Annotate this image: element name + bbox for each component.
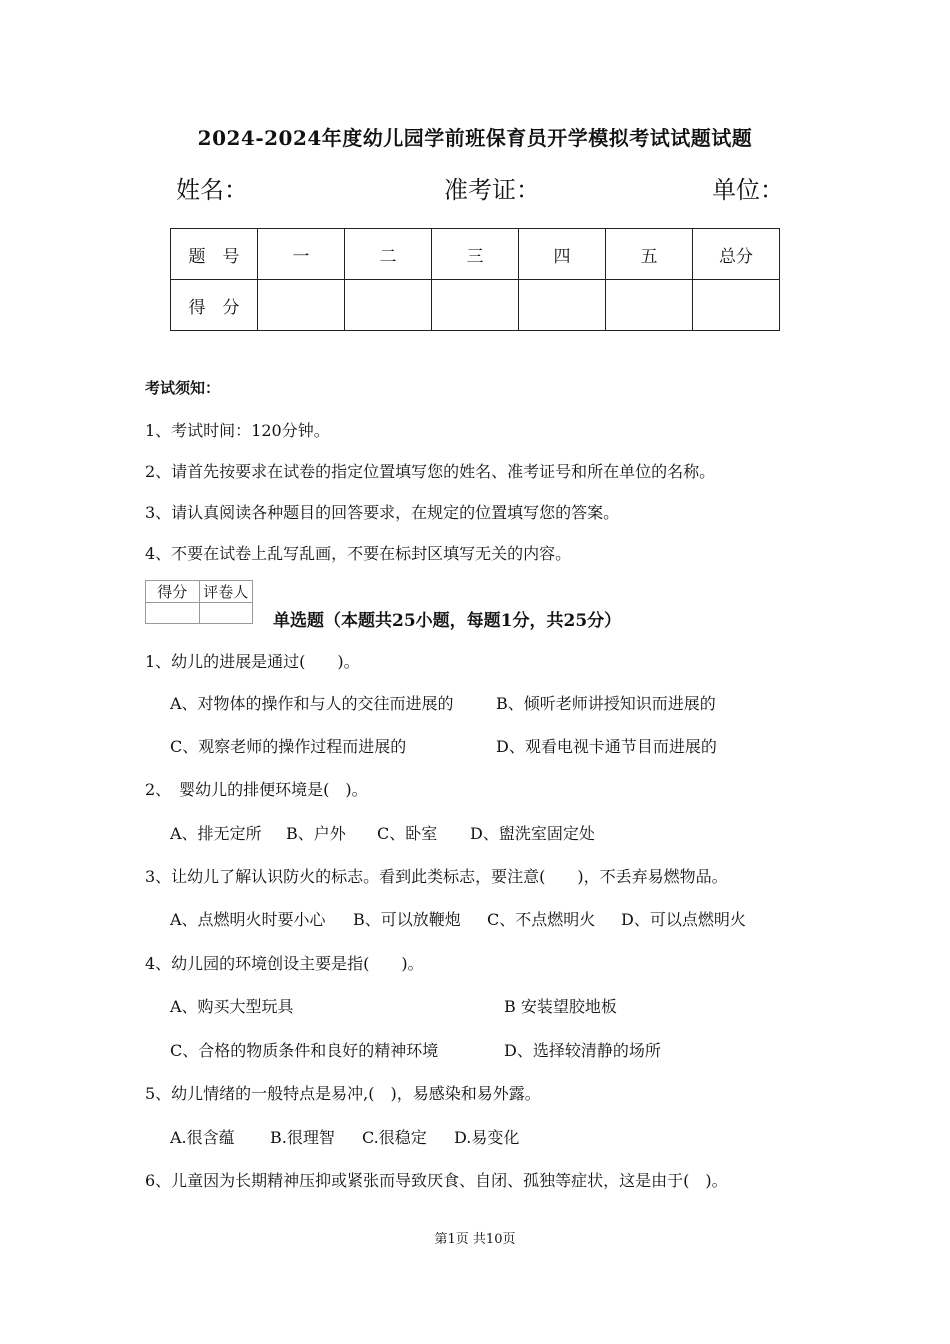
notice-item: 2、请首先按要求在试卷的指定位置填写您的姓名、准考证号和所在单位的名称。 <box>145 462 716 481</box>
grader-reviewer-cell[interactable] <box>199 603 253 624</box>
question-stem: 1、幼儿的进展是通过( )。 <box>145 652 360 671</box>
score-cell[interactable] <box>345 280 432 331</box>
question-stem: 2、 婴幼儿的排便环境是( )。 <box>145 780 368 799</box>
score-table-header-cell: 二 <box>345 229 432 280</box>
notice-item: 4、不要在试卷上乱写乱画，不要在标封区填写无关的内容。 <box>145 544 572 563</box>
question-option[interactable]: A.很含蕴 <box>170 1128 235 1147</box>
score-table-header-cell: 四 <box>519 229 606 280</box>
score-table <box>170 228 780 331</box>
grader-reviewer-label: 评卷人 <box>199 581 253 603</box>
unit-field-label: 单位： <box>712 176 784 204</box>
question-option[interactable]: B、可以放鞭炮 <box>353 910 461 929</box>
question-option[interactable]: C、观察老师的操作过程而进展的 <box>170 737 407 756</box>
question-option[interactable]: B.很理智 <box>270 1128 335 1147</box>
question-option[interactable]: B 安装望胶地板 <box>504 997 617 1016</box>
grader-score-cell[interactable] <box>146 603 200 624</box>
score-table-header-cell: 五 <box>606 229 693 280</box>
page-footer: 第1页 共10页 <box>434 1232 516 1247</box>
question-stem: 6、儿童因为长期精神压抑或紧张而导致厌食、自闭、孤独等症状，这是由于( )。 <box>145 1171 728 1190</box>
score-cell[interactable] <box>258 280 345 331</box>
question-stem: 5、幼儿情绪的一般特点是易冲,( )，易感染和易外露。 <box>145 1084 541 1103</box>
question-option[interactable]: A、点燃明火时要小心 <box>170 910 326 929</box>
question-option[interactable]: B、倾听老师讲授知识而进展的 <box>496 694 716 713</box>
grader-score-label: 得分 <box>146 581 200 603</box>
question-option[interactable]: D、选择较清静的场所 <box>504 1041 661 1060</box>
score-table-header-cell: 三 <box>432 229 519 280</box>
question-option[interactable]: C.很稳定 <box>362 1128 427 1147</box>
ticket-field-label: 准考证： <box>444 176 540 204</box>
score-cell[interactable] <box>519 280 606 331</box>
question-option[interactable]: D、观看电视卡通节目而进展的 <box>496 737 717 756</box>
score-row-label: 得 分 <box>171 280 258 331</box>
score-table-header-cell: 题 号 <box>171 229 258 280</box>
question-option[interactable]: C、卧室 <box>377 824 438 843</box>
question-stem: 4、幼儿园的环境创设主要是指( )。 <box>145 954 424 973</box>
score-table-header-cell: 总分 <box>693 229 780 280</box>
section-heading: 单选题（本题共25小题，每题1分，共25分） <box>273 611 622 631</box>
score-table-header-cell: 一 <box>258 229 345 280</box>
notice-item: 1、考试时间：120分钟。 <box>145 421 330 440</box>
question-stem: 3、让幼儿了解认识防火的标志。看到此类标志，要注意( )，不丢弃易燃物品。 <box>145 867 728 886</box>
question-option[interactable]: D.易变化 <box>454 1128 520 1147</box>
score-table-score-row <box>171 280 780 331</box>
score-cell[interactable] <box>693 280 780 331</box>
question-option[interactable]: A、购买大型玩具 <box>170 997 294 1016</box>
question-option[interactable]: A、排无定所 <box>170 824 262 843</box>
notice-heading: 考试须知： <box>145 379 221 397</box>
question-option[interactable]: C、合格的物质条件和良好的精神环境 <box>170 1041 439 1060</box>
question-option[interactable]: C、不点燃明火 <box>487 910 596 929</box>
question-option[interactable]: D、可以点燃明火 <box>621 910 746 929</box>
name-field-label: 姓名： <box>176 176 248 204</box>
grader-box <box>145 580 253 624</box>
question-option[interactable]: B、户外 <box>286 824 346 843</box>
question-option[interactable]: A、对物体的操作和与人的交往而进展的 <box>170 694 454 713</box>
question-option[interactable]: D、盥洗室固定处 <box>470 824 595 843</box>
score-table-header-row <box>171 229 780 280</box>
score-cell[interactable] <box>432 280 519 331</box>
page-title: 2024-2024年度幼儿园学前班保育员开学模拟考试试题试题 <box>197 126 753 150</box>
score-cell[interactable] <box>606 280 693 331</box>
notice-item: 3、请认真阅读各种题目的回答要求，在规定的位置填写您的答案。 <box>145 503 620 522</box>
